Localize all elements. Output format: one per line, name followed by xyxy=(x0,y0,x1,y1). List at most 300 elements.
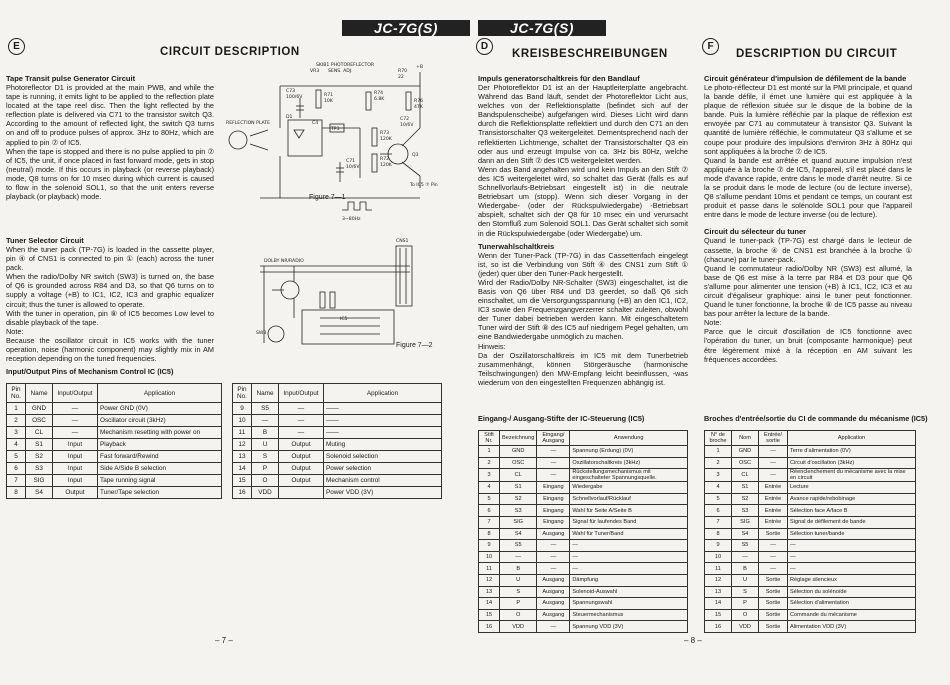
table-cell: 14 xyxy=(233,463,252,475)
lang-badge-french: F xyxy=(702,38,719,55)
table-cell: Playback xyxy=(98,439,222,451)
table-cell: —— xyxy=(324,403,442,415)
table-cell: 15 xyxy=(479,609,500,621)
table-row xyxy=(479,516,688,528)
table-row xyxy=(7,403,222,415)
table-cell: Eingang xyxy=(537,516,570,528)
table-cell: 13 xyxy=(705,586,732,598)
table-cell: 16 xyxy=(233,487,252,499)
table-cell: CL xyxy=(500,469,537,482)
table-cell: Dämpfung xyxy=(570,574,688,586)
table-row xyxy=(705,563,916,575)
table-cell: 11 xyxy=(705,563,732,575)
model-header-left: JC-7G(S) xyxy=(342,20,470,36)
table-cell: —— xyxy=(324,415,442,427)
table-cell: Ausgang xyxy=(537,609,570,621)
table-cell: O xyxy=(500,609,537,621)
en-s1-text2: When the tape is stopped and there is no pulse applied to pin ⑦ of IC5, the unit, if once placed in fast forward mode, gets in stop (neutral) mode. If this occurs in playback (or reverse playback) mode, Q8 turns on for 10 msec during which current is caused to flow in the solenoid SOL1, so that the unit enters reverse playback (or playback) mode. xyxy=(6,146,214,202)
fig-label-r71v: 10K xyxy=(324,99,333,104)
table-cell: Sortie xyxy=(759,586,788,598)
table-row xyxy=(705,609,916,621)
col-header: Pin No. xyxy=(7,384,26,403)
table-cell: Ausgang xyxy=(537,528,570,540)
col-header: Input/Output xyxy=(279,384,324,403)
table-cell: Sélection tuner/bande xyxy=(788,528,916,540)
table-cell: Entrée xyxy=(759,505,788,517)
fig-label-r72v: 120K xyxy=(380,163,392,168)
table-cell: Oszillatorschaltkreis (3kHz) xyxy=(570,457,688,469)
fr-pin-table xyxy=(704,430,916,633)
fig-label-c73: C73 xyxy=(286,89,296,94)
table-cell: Rückstellungsmechanismus mit eingeschalteter Spannungsquelle. xyxy=(570,469,688,482)
table-cell: Output xyxy=(53,487,98,499)
en-note-text: Because the oscillator circuit in IC5 works with the tuner operation, noise (harmonic component) may slightly mix in AM reception depending on the tuned frequencies. xyxy=(6,335,214,364)
table-cell: Sortie xyxy=(759,528,788,540)
table-cell: Output xyxy=(279,451,324,463)
col-header: Bezeichnung xyxy=(500,431,537,446)
en-table-title: Input/Output Pins of Mechanism Control IC (IC5) xyxy=(6,367,174,376)
table-row xyxy=(705,505,916,517)
table-row xyxy=(705,482,916,494)
table-cell: Input xyxy=(53,439,98,451)
table-cell: Sélection du solénoïde xyxy=(788,586,916,598)
table-row xyxy=(7,487,222,499)
table-cell: 13 xyxy=(233,451,252,463)
table-cell: Spannung VDD (3V) xyxy=(570,621,688,633)
table-cell: Mechanism resetting with power on xyxy=(98,427,222,439)
table-cell: 8 xyxy=(705,528,732,540)
circuit-figure xyxy=(220,58,440,348)
table-cell: Power GND (0V) xyxy=(98,403,222,415)
table-cell: Signal de défilement de bande xyxy=(788,516,916,528)
table-cell: U xyxy=(252,439,279,451)
table-cell: VDD xyxy=(500,621,537,633)
table-row xyxy=(233,487,442,499)
table-cell: 13 xyxy=(479,586,500,598)
table-cell: 10 xyxy=(233,415,252,427)
table-row xyxy=(233,463,442,475)
table-cell: S4 xyxy=(26,487,53,499)
col-header: Input/Output xyxy=(53,384,98,403)
table-row xyxy=(233,403,442,415)
table-cell: S3 xyxy=(26,463,53,475)
table-cell: OSC xyxy=(26,415,53,427)
table-cell: B xyxy=(500,563,537,575)
fig-label-dolby: DOLBY NR/RADIO xyxy=(264,259,304,264)
table-row xyxy=(705,621,916,633)
table-cell: S2 xyxy=(500,493,537,505)
table-cell: Mechanism control xyxy=(324,475,442,487)
fig-label-ic5: IC5 xyxy=(340,317,348,322)
table-cell: 4 xyxy=(7,439,26,451)
table-cell: Solenoid-Auswahl xyxy=(570,586,688,598)
table-cell: Entrée xyxy=(759,516,788,528)
table-cell: — xyxy=(252,415,279,427)
table-cell: — xyxy=(537,551,570,563)
table-cell: 16 xyxy=(479,621,500,633)
table-cell: 7 xyxy=(479,516,500,528)
table-cell: — xyxy=(759,469,788,482)
table-row xyxy=(7,475,222,487)
table-cell: — xyxy=(537,469,570,482)
table-row xyxy=(479,528,688,540)
table-cell: 10 xyxy=(479,551,500,563)
table-cell: 2 xyxy=(705,457,732,469)
de-s2-text2: Wird der Radio/Dolby NR-Schalter (SW3) eingeschaltet, ist die Basis von Q6 über R84 und D3 geerdet, so daß Q6 sich einschaltet, um die Versorgungsspannung (+B) an den IC1, IC2, IC3 sowie den Frequenzgangverzerrer schalter zuleiten, obwohl der Tuner dabei betrieben werden kann. Mit eingeschaltetem Tuner wird der Stift ⑧ des IC5 auf niedrigem Pegel gehalten, um eine Bandwiedergabe unmöglich zu machen. xyxy=(478,277,688,342)
col-header: Pin No. xyxy=(233,384,252,403)
table-row xyxy=(479,505,688,517)
fr-s2-title: Circuit du sélecteur du tuner xyxy=(704,227,807,237)
table-cell: — xyxy=(537,540,570,552)
fig-label-d1: D1 xyxy=(286,115,293,120)
table-cell: Power selection xyxy=(324,463,442,475)
table-cell: Circuit d'oscillation (3kHz) xyxy=(788,457,916,469)
fig-label-sens: SENS. ADJ. xyxy=(328,69,353,74)
fig-label-cns1: CNS1 xyxy=(396,239,409,244)
en-s2-text3: With the tuner in operation, pin ⑧ of IC5 becomes Low level to disable playback of the tape. xyxy=(6,308,214,327)
table-cell: 3 xyxy=(7,427,26,439)
fig-label-vr3: VR3 xyxy=(310,69,320,74)
table-cell: — xyxy=(759,563,788,575)
table-cell: Eingang xyxy=(537,482,570,494)
fig-label-r74v: 6.8K xyxy=(374,97,385,102)
table-cell: VDD xyxy=(252,487,279,499)
fig-label-r70v: 22 xyxy=(398,75,404,80)
table-cell: — xyxy=(537,563,570,575)
table-cell: B xyxy=(252,427,279,439)
fig-label-c72: C72 xyxy=(400,117,410,122)
table-cell: Ausgang xyxy=(537,586,570,598)
table-cell: 16 xyxy=(705,621,732,633)
table-cell: Output xyxy=(279,439,324,451)
table-cell: Schnellvorlauf/Rücklauf xyxy=(570,493,688,505)
table-cell: Input xyxy=(53,475,98,487)
table-cell: 7 xyxy=(7,475,26,487)
table-cell: 1 xyxy=(7,403,26,415)
table-cell: — xyxy=(788,563,916,575)
de-pin-table xyxy=(478,430,688,633)
fig-label-r73: R73 xyxy=(380,131,390,136)
fr-s2-text: Quand le tuner-pack (TP-7G) est chargé dans le lecteur de cassette, la broche ④ de CNS1 est branchée à la broche ① (chacune) par le tuner-pack. xyxy=(704,236,912,264)
table-cell: GND xyxy=(500,446,537,458)
de-s1-text: Der Photoreflektor D1 ist an der Hauptleiterplatte angebracht. Während das Band läuft, sendet der Photoreflektor Licht aus, welches von der Reflektionsplatte (befindet sich auf der Bandspulenscheibe) aufgefangen wird. Dieses Licht wird dann durch die Reflektionsplatte reflektiert und durch den C71 an den Transistorschalter Q3 weitergeleitet. Dementsprechend nach der reflektierten Lichtmenge, schaltet der Transistorschalter Q3 ein oder aus und erzeugt Impulse von ca. 3Hz bis 80Hz, welche dann an den Stift ⑦ des IC5 weitergeleitet werden. xyxy=(478,83,688,165)
table-cell: — xyxy=(279,427,324,439)
table-row xyxy=(479,540,688,552)
table-cell: P xyxy=(732,598,759,610)
table-cell: — xyxy=(788,551,916,563)
table-cell: — xyxy=(570,551,688,563)
table-cell: Entrée xyxy=(759,482,788,494)
fr-s2-text2: Quand le commutateur radio/Dolby NR (SW3) est allumé, la base de Q6 est mise à la terre par R84 et D3 pour que Q6 s'allume pour alimenter une tension (+B) à IC1, IC2, IC3 et au circuit d'égaliseur graphique: ainsi le tuner peut fonctionner. Quand le tuner fonctionne, la broche ⑧ de IC5 passe au niveau bas pour arrêter la lecture de la bande. xyxy=(704,263,912,319)
table-cell: Power VDD (3V) xyxy=(324,487,442,499)
de-title: KREISBESCHREIBUNGEN xyxy=(512,48,668,60)
table-cell: Sortie xyxy=(759,598,788,610)
table-row xyxy=(233,427,442,439)
col-header: Eingang/ Ausgang xyxy=(537,431,570,446)
table-cell: 5 xyxy=(705,493,732,505)
table-row xyxy=(479,598,688,610)
page-number-7: – 7 – xyxy=(215,636,233,645)
en-s1-text: Photoreflector D1 is provided at the main PWB, and while the tape is running, it emits light to be applied to the reflection plate located at the tape reel disc. Then the light reflected by the reflection plate is delivered via C71 to the transistor switch Q3. According to the amount of reflected light, the switch Q3 turns on and off to produce pulses of approx. 3Hz to 80Hz, which are applied to pin ⑦ of IC5. xyxy=(6,83,214,147)
col-header: Application xyxy=(98,384,222,403)
table-cell: — xyxy=(500,551,537,563)
table-cell: 2 xyxy=(479,457,500,469)
table-cell: Wiedergabe xyxy=(570,482,688,494)
col-header: Entrée/ sortie xyxy=(759,431,788,446)
table-cell: S xyxy=(732,586,759,598)
table-cell: 1 xyxy=(705,446,732,458)
table-cell: CL xyxy=(732,469,759,482)
table-cell: Tape running signal xyxy=(98,475,222,487)
table-cell: 9 xyxy=(705,540,732,552)
fig-label-plusb: +B xyxy=(416,65,424,70)
de-s1-title: Impuls generatorschaltkreis für den Bandlauf xyxy=(478,74,640,83)
table-row xyxy=(7,451,222,463)
table-cell: 8 xyxy=(479,528,500,540)
table-cell: S2 xyxy=(732,493,759,505)
table-row xyxy=(479,446,688,458)
table-row xyxy=(7,463,222,475)
fig-label-r72: R72 xyxy=(380,157,390,162)
col-header: Application xyxy=(324,384,442,403)
table-row xyxy=(705,446,916,458)
table-cell: Sélection d'alimentation xyxy=(788,598,916,610)
table-cell: S2 xyxy=(26,451,53,463)
figure-7-1-caption: Figure 7—1 xyxy=(309,194,346,201)
table-cell: Sortie xyxy=(759,621,788,633)
table-cell: U xyxy=(500,574,537,586)
de-note-label: Hinweis: xyxy=(478,341,506,351)
table-cell: S1 xyxy=(26,439,53,451)
fig-label-c71: C71 xyxy=(346,159,356,164)
col-header: Stift Nr. xyxy=(479,431,500,446)
table-cell: Entrée xyxy=(759,493,788,505)
table-row xyxy=(705,528,916,540)
table-cell: P xyxy=(500,598,537,610)
table-row xyxy=(705,598,916,610)
table-cell: — xyxy=(537,457,570,469)
table-cell: CL xyxy=(26,427,53,439)
fig-label-r70: R70 xyxy=(398,69,408,74)
fr-s1-text: Le photo-réflecteur D1 est monté sur la PMI principale, et quand la bande défile, il émet une lumière qui est appliquée à la plaque de réflexion située sur le disque de la bobine de la bande. Puis la lumière réfléchie par la plaque de réflexion est envoyée par C71 au commutateur à transistor Q3. Suivant la quantité de lumière réfléchie, le commutateur Q3 s'allume et se coupe pour produire des impulsions d'environ 3Hz à 80Hz qui sont appliquées à la broche ⑦ de IC5. xyxy=(704,83,912,156)
en-s2-text2: When the radio/Dolby NR switch (SW3) is turned on, the base of Q6 is grounded across R84 and D3, so that Q6 turns on to supply a voltage (+B) to IC1, IC2, IC3 and graphic equalizer circuit; thus the tuner is allowed to operate. xyxy=(6,272,214,309)
fr-note-label: Note: xyxy=(704,318,722,328)
table-cell: 8 xyxy=(7,487,26,499)
lang-badge-german: D xyxy=(476,38,493,55)
table-cell: 4 xyxy=(479,482,500,494)
table-cell: 6 xyxy=(7,463,26,475)
table-row xyxy=(479,469,688,482)
table-cell: 6 xyxy=(479,505,500,517)
table-cell: Réglage silencieux xyxy=(788,574,916,586)
fig-label-r71: R71 xyxy=(324,93,334,98)
table-cell: S4 xyxy=(500,528,537,540)
table-cell: Ausgang xyxy=(537,598,570,610)
table-cell: B xyxy=(732,563,759,575)
table-row xyxy=(705,586,916,598)
en-tuner-section xyxy=(6,236,214,363)
table-row xyxy=(479,586,688,598)
fig-label-r76: R76 xyxy=(414,99,424,104)
table-cell: 12 xyxy=(233,439,252,451)
table-cell: — xyxy=(759,551,788,563)
table-cell: OSC xyxy=(500,457,537,469)
table-cell: 11 xyxy=(479,563,500,575)
table-cell: Eingang xyxy=(537,493,570,505)
en-s2-text: When the tuner pack (TP-7G) is loaded in the cassette player, pin ④ of CNS1 is connected to pin ① (each) across the tuner pack. xyxy=(6,245,214,273)
table-row xyxy=(705,469,916,482)
table-cell: Spannung (Erdung) (0V) xyxy=(570,446,688,458)
fr-title: DESCRIPTION DU CIRCUIT xyxy=(736,48,898,60)
table-cell: Réenclenchement du mécanisme avec la mise en circuit xyxy=(788,469,916,482)
table-cell: Tuner/Tape selection xyxy=(98,487,222,499)
table-row xyxy=(479,493,688,505)
table-cell: S5 xyxy=(732,540,759,552)
table-row xyxy=(7,439,222,451)
fr-note-text: Parce que le circuit d'oscillation de IC5 fonctionne avec l'opération du tuner, un bruit (composante harmonique) peut être légèrement mixé à la réception en AM suivant les fréquences accordées. xyxy=(704,327,912,364)
table-row xyxy=(479,609,688,621)
table-cell: S xyxy=(500,586,537,598)
de-note-text: Da der Oszillatorschaltkreis im IC5 mit dem Tunerbetrieb zusammenhängt, können Störgeräusche (harmonische Teilschwingungen) den MW-Empfang leicht beeinflussen, -was wiederum von den eingestellten Frequenzen abhängig ist. xyxy=(478,350,688,387)
table-cell: 15 xyxy=(705,609,732,621)
table-cell: — xyxy=(53,415,98,427)
fig-label-freq: 3~80Hz xyxy=(342,217,361,222)
table-cell: 1 xyxy=(479,446,500,458)
en-pin-table-left xyxy=(6,383,222,499)
table-row xyxy=(479,551,688,563)
table-row xyxy=(705,457,916,469)
table-cell: — xyxy=(279,403,324,415)
en-s1-title: Tape Transit pulse Generator Circuit xyxy=(6,74,136,83)
table-row xyxy=(7,415,222,427)
table-cell: SIG xyxy=(732,516,759,528)
table-cell: 5 xyxy=(479,493,500,505)
lang-badge-english: E xyxy=(8,38,25,55)
table-cell: Terre d'alimentation (0V) xyxy=(788,446,916,458)
table-cell: Muting xyxy=(324,439,442,451)
fig-label-q3: Q3 xyxy=(412,153,419,158)
fig-label-ic5pin: To IC5 ⑦ Pin xyxy=(410,183,438,188)
table-row xyxy=(479,482,688,494)
fig-label-c72v: 10/6V xyxy=(400,123,414,128)
col-header: N° de broche xyxy=(705,431,732,446)
col-header: Application xyxy=(788,431,916,446)
table-row xyxy=(7,427,222,439)
table-cell: Alimentation VDD (3V) xyxy=(788,621,916,633)
fig-label-c73v: 100/6V xyxy=(286,95,303,100)
table-cell: 3 xyxy=(479,469,500,482)
col-header: Nom xyxy=(732,431,759,446)
table-row xyxy=(705,516,916,528)
table-cell: Steuermechanismus xyxy=(570,609,688,621)
table-cell: — xyxy=(279,415,324,427)
table-cell: Signal für laufendes Band xyxy=(570,516,688,528)
table-cell: 5 xyxy=(7,451,26,463)
fig-label-c4: C4 xyxy=(312,121,319,126)
table-cell: GND xyxy=(26,403,53,415)
col-header: Name xyxy=(26,384,53,403)
table-row xyxy=(233,439,442,451)
table-cell: Avance rapide/rebobinage xyxy=(788,493,916,505)
de-s1-text2: Wenn das Band angehalten wird und kein Impuls an den Stift ⑦ des IC5 weitergeleitet wird, so schaltet das Gerät (falls es auf Schnellvorlaufs-Betriebsart eingestellt ist) in die neutrale Betriebsart um (stopp). Wenn sich dieser Vorgang in der Wiedergabe- (oder der Rückspulwiedergabe) -Betriebsart abspielt, schaltet sich der Q8 für 10 msec ein und verursacht den Stomfluß zum Solenoid SOL1. Das Gerät schaltet sich somit in die Rückspulwiedergabe (oder Wiedergabe) um. xyxy=(478,164,688,238)
fig-label-c71v: 10/6V xyxy=(346,165,360,170)
table-cell: SIG xyxy=(500,516,537,528)
table-cell: Solenoid selection xyxy=(324,451,442,463)
table-cell: Spannungswahl xyxy=(570,598,688,610)
en-pin-table-right xyxy=(232,383,442,499)
table-cell: Ausgang xyxy=(537,574,570,586)
table-cell: — xyxy=(570,563,688,575)
table-cell: Sortie xyxy=(759,574,788,586)
table-cell: Sélection face A/face B xyxy=(788,505,916,517)
table-cell: — xyxy=(732,551,759,563)
de-s2-title: Tunerwahlschaltkreis xyxy=(478,241,555,251)
fr-s1-title: Circuit générateur d'impulsion de défilement de la bande xyxy=(704,74,907,83)
table-cell: VDD xyxy=(732,621,759,633)
table-cell: S3 xyxy=(732,505,759,517)
table-cell: GND xyxy=(732,446,759,458)
page-number-8: – 8 – xyxy=(684,636,702,645)
table-cell: — xyxy=(570,540,688,552)
table-cell: P xyxy=(252,463,279,475)
table-cell: Eingang xyxy=(537,505,570,517)
table-row xyxy=(233,451,442,463)
table-cell: O xyxy=(732,609,759,621)
table-cell: OSC xyxy=(732,457,759,469)
col-header: Name xyxy=(252,384,279,403)
table-row xyxy=(705,574,916,586)
table-row xyxy=(479,574,688,586)
col-header: Anwendung xyxy=(570,431,688,446)
table-cell: Wahl für Seite A/Seite B xyxy=(570,505,688,517)
table-cell: — xyxy=(53,403,98,415)
table-cell: 10 xyxy=(705,551,732,563)
table-cell: — xyxy=(537,446,570,458)
table-cell: O xyxy=(252,475,279,487)
table-row xyxy=(479,457,688,469)
table-cell: 11 xyxy=(233,427,252,439)
en-note-label: Note: xyxy=(6,326,24,336)
table-cell: 9 xyxy=(479,540,500,552)
table-cell: 14 xyxy=(705,598,732,610)
table-cell: S xyxy=(252,451,279,463)
de-table-title: Eingang-/ Ausgang-Stifte der IC-Steuerung (IC5) xyxy=(478,414,645,423)
table-cell: — xyxy=(53,427,98,439)
table-cell: — xyxy=(759,540,788,552)
figure-7-2-caption: Figure 7—2 xyxy=(396,342,433,349)
table-cell: U xyxy=(732,574,759,586)
fr-s1-text2: Quand la bande est arrêtée et quand aucune impulsion n'est appliquée à la broche ⑦ de IC5, l'appareil, s'il est placé dans le mode d'avance rapide, entre dans le mode d'arrêt neutre. Si ce la se produit dans le mode de lecture (ou de lecture inverse), Q8 s'allume pendant 10ms et pendant ce temps, un courant est produit et passe dans le solénoïde SOL1 pour que l'appareil entre dans le mode de lecture inverse (ou de lecture). xyxy=(704,155,912,220)
fig-label-r74: R74 xyxy=(374,91,384,96)
table-cell: S1 xyxy=(500,482,537,494)
table-cell: — xyxy=(759,446,788,458)
table-cell: Side A/Side B selection xyxy=(98,463,222,475)
table-cell: S5 xyxy=(252,403,279,415)
table-cell: Commande du mécanisme xyxy=(788,609,916,621)
table-cell: Sortie xyxy=(759,609,788,621)
model-header-right: JC-7G(S) xyxy=(478,20,606,36)
table-cell: Fast forward/Rewind xyxy=(98,451,222,463)
table-cell: —— xyxy=(324,427,442,439)
table-cell: SIG xyxy=(26,475,53,487)
table-cell: Input xyxy=(53,463,98,475)
table-row xyxy=(479,621,688,633)
table-cell xyxy=(279,487,324,499)
table-cell: S3 xyxy=(500,505,537,517)
de-s2-text: Wenn der Tuner-Pack (TP-7G) in das Cassettenfach eingelegt ist, so ist die Verbindung von Stift ④ des CNS1 zum Stift ① (jeder) quer über den Tuner-Pack hergestellt. xyxy=(478,250,688,278)
table-cell: S5 xyxy=(500,540,537,552)
table-cell: 9 xyxy=(233,403,252,415)
